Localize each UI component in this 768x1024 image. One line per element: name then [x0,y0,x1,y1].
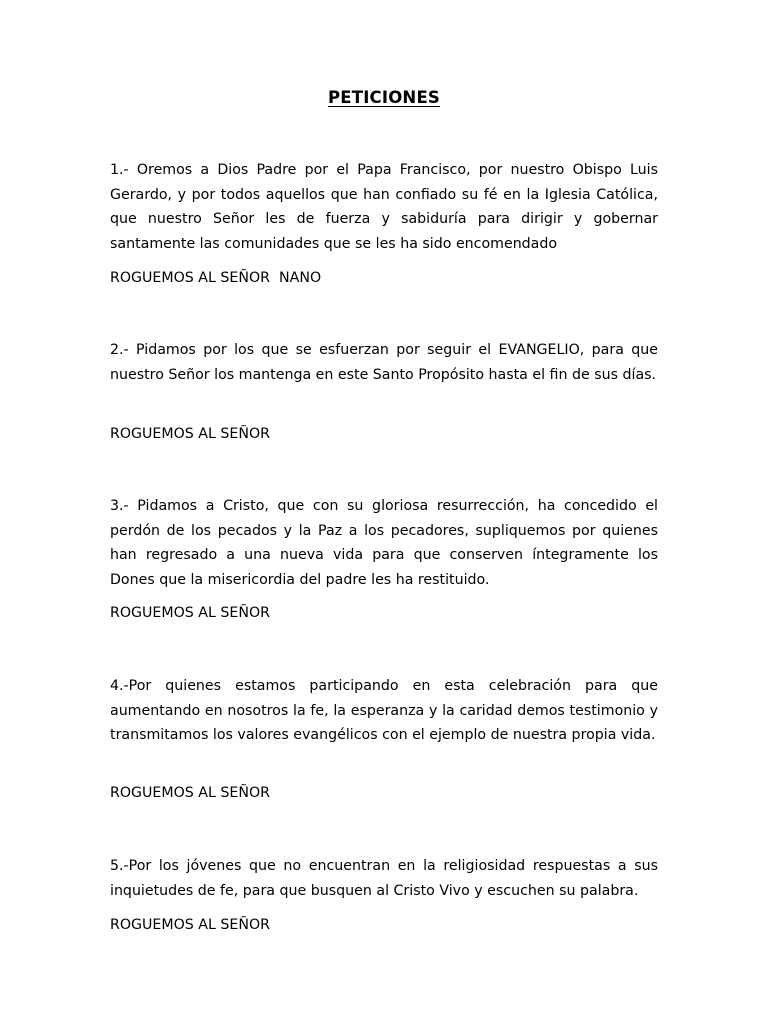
petition-4-text: 4.-Por quienes estamos participando en esta celebración para que aumentando en nosotros la fe, la esperanza y la caridad demos testimonio y transmitamos los valores evangélicos con el ejemplo de nuestra propia vida. [110,678,658,743]
petition-1-response: ROGUEMOS AL SEÑOR NANO [110,270,322,286]
petition-3-text: 3.- Pidamos a Cristo, que con su gloriosa resurrección, ha concedido el perdón de los pecados y la Paz a los pecadores, supliquemos por quienes han regresado a una nueva vida para que conserven íntegramente los Dones que la misericordia del padre les ha restituido. [110,498,658,588]
petition-5-text: 5.-Por los jóvenes que no encuentran en la religiosidad respuestas a sus inquietudes de fe, para que busquen al Cristo Vivo y escuchen su palabra. [110,858,658,899]
petition-1-text: 1.- Oremos a Dios Padre por el Papa Francisco, por nuestro Obispo Luis Gerardo, y por todos aquellos que han confiado su fé en la Iglesia Católica, que nuestro Señor les de fuerza y sabiduría para dirigir y gobernar santamente las comunidades que se les ha sido encomendado [110,162,658,252]
petition-4-response: ROGUEMOS AL SEÑOR [110,785,271,801]
petition-3-response: ROGUEMOS AL SEÑOR [110,605,271,621]
petition-2-response: ROGUEMOS AL SEÑOR [110,426,271,442]
page-title: PETICIONES [328,88,440,107]
petition-2-text: 2.- Pidamos por los que se esfuerzan por seguir el EVANGELIO, para que nuestro Señor los mantenga en este Santo Propósito hasta el fin de sus días. [110,342,658,383]
petition-5-response: ROGUEMOS AL SEÑOR [110,917,271,933]
